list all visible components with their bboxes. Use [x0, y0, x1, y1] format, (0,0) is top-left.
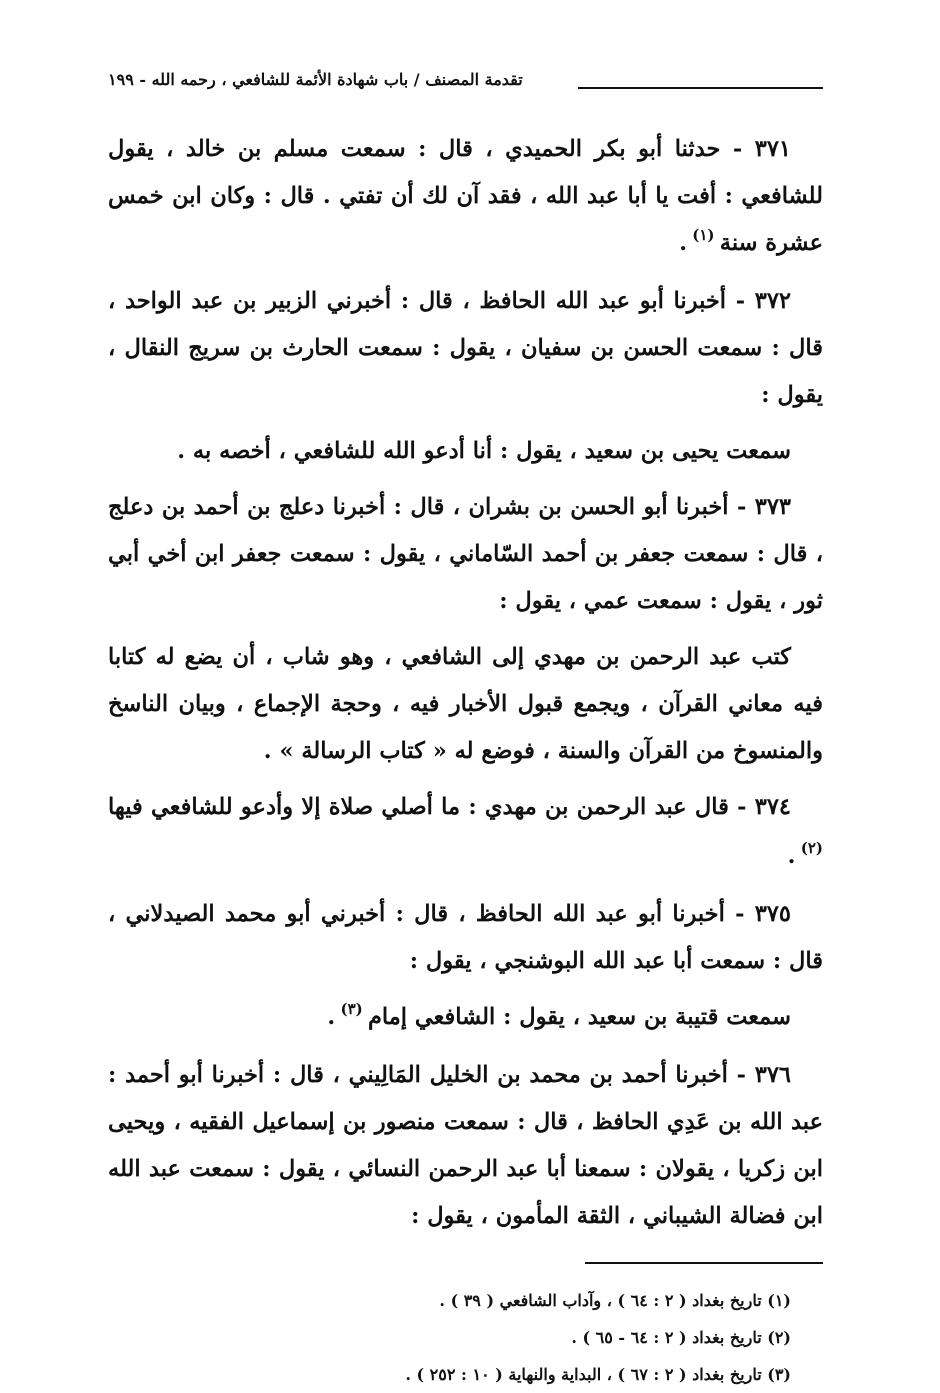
narration-373-quote — [108, 634, 823, 775]
narration-tail: . — [787, 843, 796, 869]
narration-376 — [108, 1052, 823, 1240]
footnote-marker: (٢) — [795, 839, 823, 857]
footnote-2: (٢) تاريخ بغداد ( ٢ : ٦٤ - ٦٥ ) . — [571, 1328, 791, 1347]
narration-number: ٣٧٤ - — [728, 794, 791, 820]
narration-371 — [108, 126, 823, 269]
footnote-separator — [585, 1262, 823, 1264]
narration-373 — [108, 484, 823, 625]
narration-374 — [108, 784, 823, 882]
narration-tail: . — [679, 230, 688, 256]
narration-text: أخبرنا أحمد بن محمد بن الخليل المَالِيني ، قال : أخبرنا أبو أحمد : عبد الله بن عَدِي الحافظ ، قال : سمعت منصور بن إسماعيل الفقيه ، ويحيى ابن زكريا ، يقولان : سمعنا أبا عبد الرحمن النسائي ، يقول : سمعت عبد الله ابن فضالة الشيباني ، الثقة المأمون ، يقول : — [108, 1062, 823, 1229]
narration-text: حدثنا أبو بكر الحميدي ، قال : سمعت مسلم بن خالد ، يقول للشافعي : أفت يا أبا عبد الله ، فقد آن لك أن تفتي . قال : وكان ابن خمس عشرة سنة — [108, 136, 823, 256]
narration-number: ٣٧٣ - — [728, 494, 791, 520]
footnote-marker: (٣) — [335, 1000, 368, 1018]
header-rule — [578, 87, 823, 89]
running-title: تقدمة المصنف / باب شهادة الأئمة للشافعي ، رحمه الله - ١٩٩ — [108, 70, 523, 89]
footnote-1: (١) تاريخ بغداد ( ٢ : ٦٤ ) ، وآداب الشافعي ( ٣٩ ) . — [439, 1291, 791, 1310]
narration-number: ٣٧١ - — [720, 136, 791, 162]
narration-number: ٣٧٥ - — [724, 901, 791, 927]
narration-text: أخبرنا أبو عبد الله الحافظ ، قال : أخبرني الزبير بن عبد الواحد ، قال : سمعت الحسن بن سفيان ، يقول : سمعت الحارث بن سريج النقال ، يقول : — [108, 288, 823, 408]
quote-text: سمعت قتيبة بن سعيد ، يقول : الشافعي إمام — [367, 1004, 791, 1030]
main-text — [108, 126, 823, 1240]
running-header — [108, 62, 823, 96]
footnote-3: (٣) تاريخ بغداد ( ٢ : ٦٧ ) ، البداية والنهاية ( ١٠ : ٢٥٢ ) . — [405, 1365, 791, 1384]
quote-text: سمعت يحيى بن سعيد ، يقول : أنا أدعو الله للشافعي ، أخصه به . — [177, 438, 791, 464]
narration-text: أخبرنا أبو عبد الله الحافظ ، قال : أخبرني أبو محمد الصيدلاني ، قال : سمعت أبا عبد الله البوشنجي ، يقول : — [108, 901, 823, 974]
narration-number: ٣٧٢ - — [726, 288, 791, 314]
narration-372-quote — [108, 428, 823, 475]
narration-number: ٣٧٦ - — [727, 1062, 791, 1088]
narration-375-quote — [108, 994, 823, 1043]
footnotes — [108, 1282, 823, 1393]
footnote-marker: (١) — [687, 226, 720, 244]
narration-text: أخبرنا أبو الحسن بن بشران ، قال : أخبرنا دعلج بن أحمد بن دعلج ، قال : سمعت جعفر بن أحمد السّاماني ، يقول : سمعت جعفر ابن أخي أبي ثور ، يقول : سمعت عمي ، يقول : — [108, 494, 823, 614]
book-page — [108, 62, 823, 1384]
narration-372 — [108, 278, 823, 419]
quote-text: كتب عبد الرحمن بن مهدي إلى الشافعي ، وهو شاب ، أن يضع له كتابا فيه معاني القرآن ، ويجمع قبول الأخبار فيه ، وحجة الإجماع ، وبيان الناسخ والمنسوخ من القرآن والسنة ، فوضع له « كتاب الرسالة » . — [108, 644, 823, 764]
narration-375 — [108, 891, 823, 985]
narration-text: قال عبد الرحمن بن مهدي : ما أصلي صلاة إلا وأدعو للشافعي فيها — [108, 794, 729, 820]
narration-tail: . — [327, 1004, 336, 1030]
